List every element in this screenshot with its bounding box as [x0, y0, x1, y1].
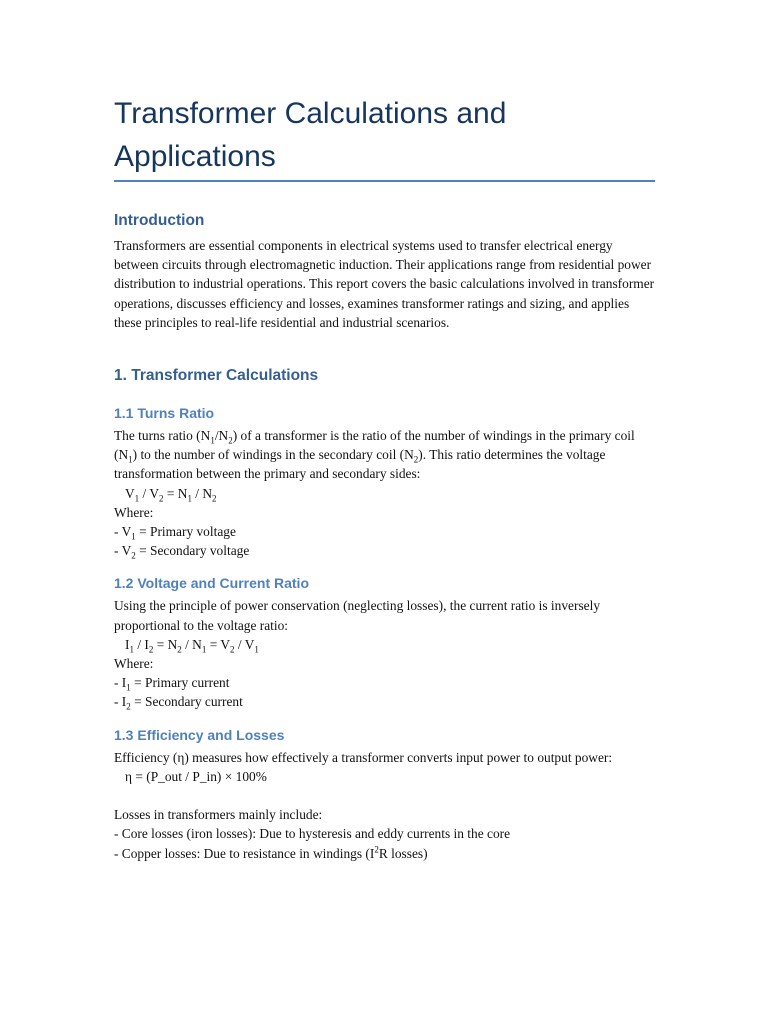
losses-intro: Losses in transformers mainly include: [114, 807, 323, 823]
section-1-2-heading: 1.2 Voltage and Current Ratio [114, 575, 309, 592]
definition-secondary-current: - $I_2$ = Secondary current [114, 694, 243, 713]
where-label: Where: [114, 504, 154, 520]
section-1-1-heading: 1.1 Turns Ratio [114, 405, 215, 422]
definition-primary-voltage: - $V_1$ = Primary voltage [114, 524, 236, 542]
section-1-heading: 1. Transformer Calculations [114, 367, 319, 385]
document-title: Transformer Calculations and Applications [114, 97, 507, 173]
title-underline [114, 180, 655, 182]
current-ratio-equation: $I_1 / I_2 = N_2 / N_1 = V_2 / V_1$ [125, 636, 259, 655]
turns-ratio-equation: $V_1 / V_2 = N_1 / N_2$ [125, 485, 217, 504]
section-1-3-heading: 1.3 Efficiency and Losses [114, 726, 285, 743]
introduction-heading: Introduction [114, 212, 205, 229]
where-label: Where: [114, 656, 154, 672]
document-body [114, 210, 659, 863]
blank-line [114, 786, 659, 805]
introduction-paragraph: Transformers are essential components in electrical systems used to transfer electrical energy between circuits through electromagnetic induction. Their applications range from residential power distribution to industrial operations. This report covers the basic calculations involved in transformer operations, discusses efficiency and losses, examines transformer ratings and sizing, and applies these principles to real-life residential and industrial scenarios. [114, 238, 655, 330]
current-ratio-paragraph: Using the principle of power conservation (neglecting losses), the current ratio is inversely proportional to the voltage ratio: [114, 598, 601, 633]
definition-secondary-voltage: - $V_2$ = Secondary voltage [114, 543, 250, 561]
efficiency-paragraph: Efficiency (η) measures how effectively a transformer converts input power to output power: [114, 749, 613, 765]
turns-ratio-paragraph: The turns ratio $(N_1/N_2)$ of a transformer is the ratio of the number of windings in the primary coil $(N_1)$ to the number of windings in the secondary coil $(N_2)$. This ratio determines the voltage transformation between the primary and secondary sides: [114, 428, 635, 482]
efficiency-equation: η = (P_out / P_in) × 100% [125, 768, 267, 784]
loss-core: - Core losses (iron losses): Due to hysteresis and eddy currents in the core [114, 826, 511, 842]
definition-primary-current: - $I_1$ = Primary current [114, 675, 230, 693]
loss-copper: - Copper losses: Due to resistance in windings ($I^2R$ losses) [114, 844, 428, 861]
